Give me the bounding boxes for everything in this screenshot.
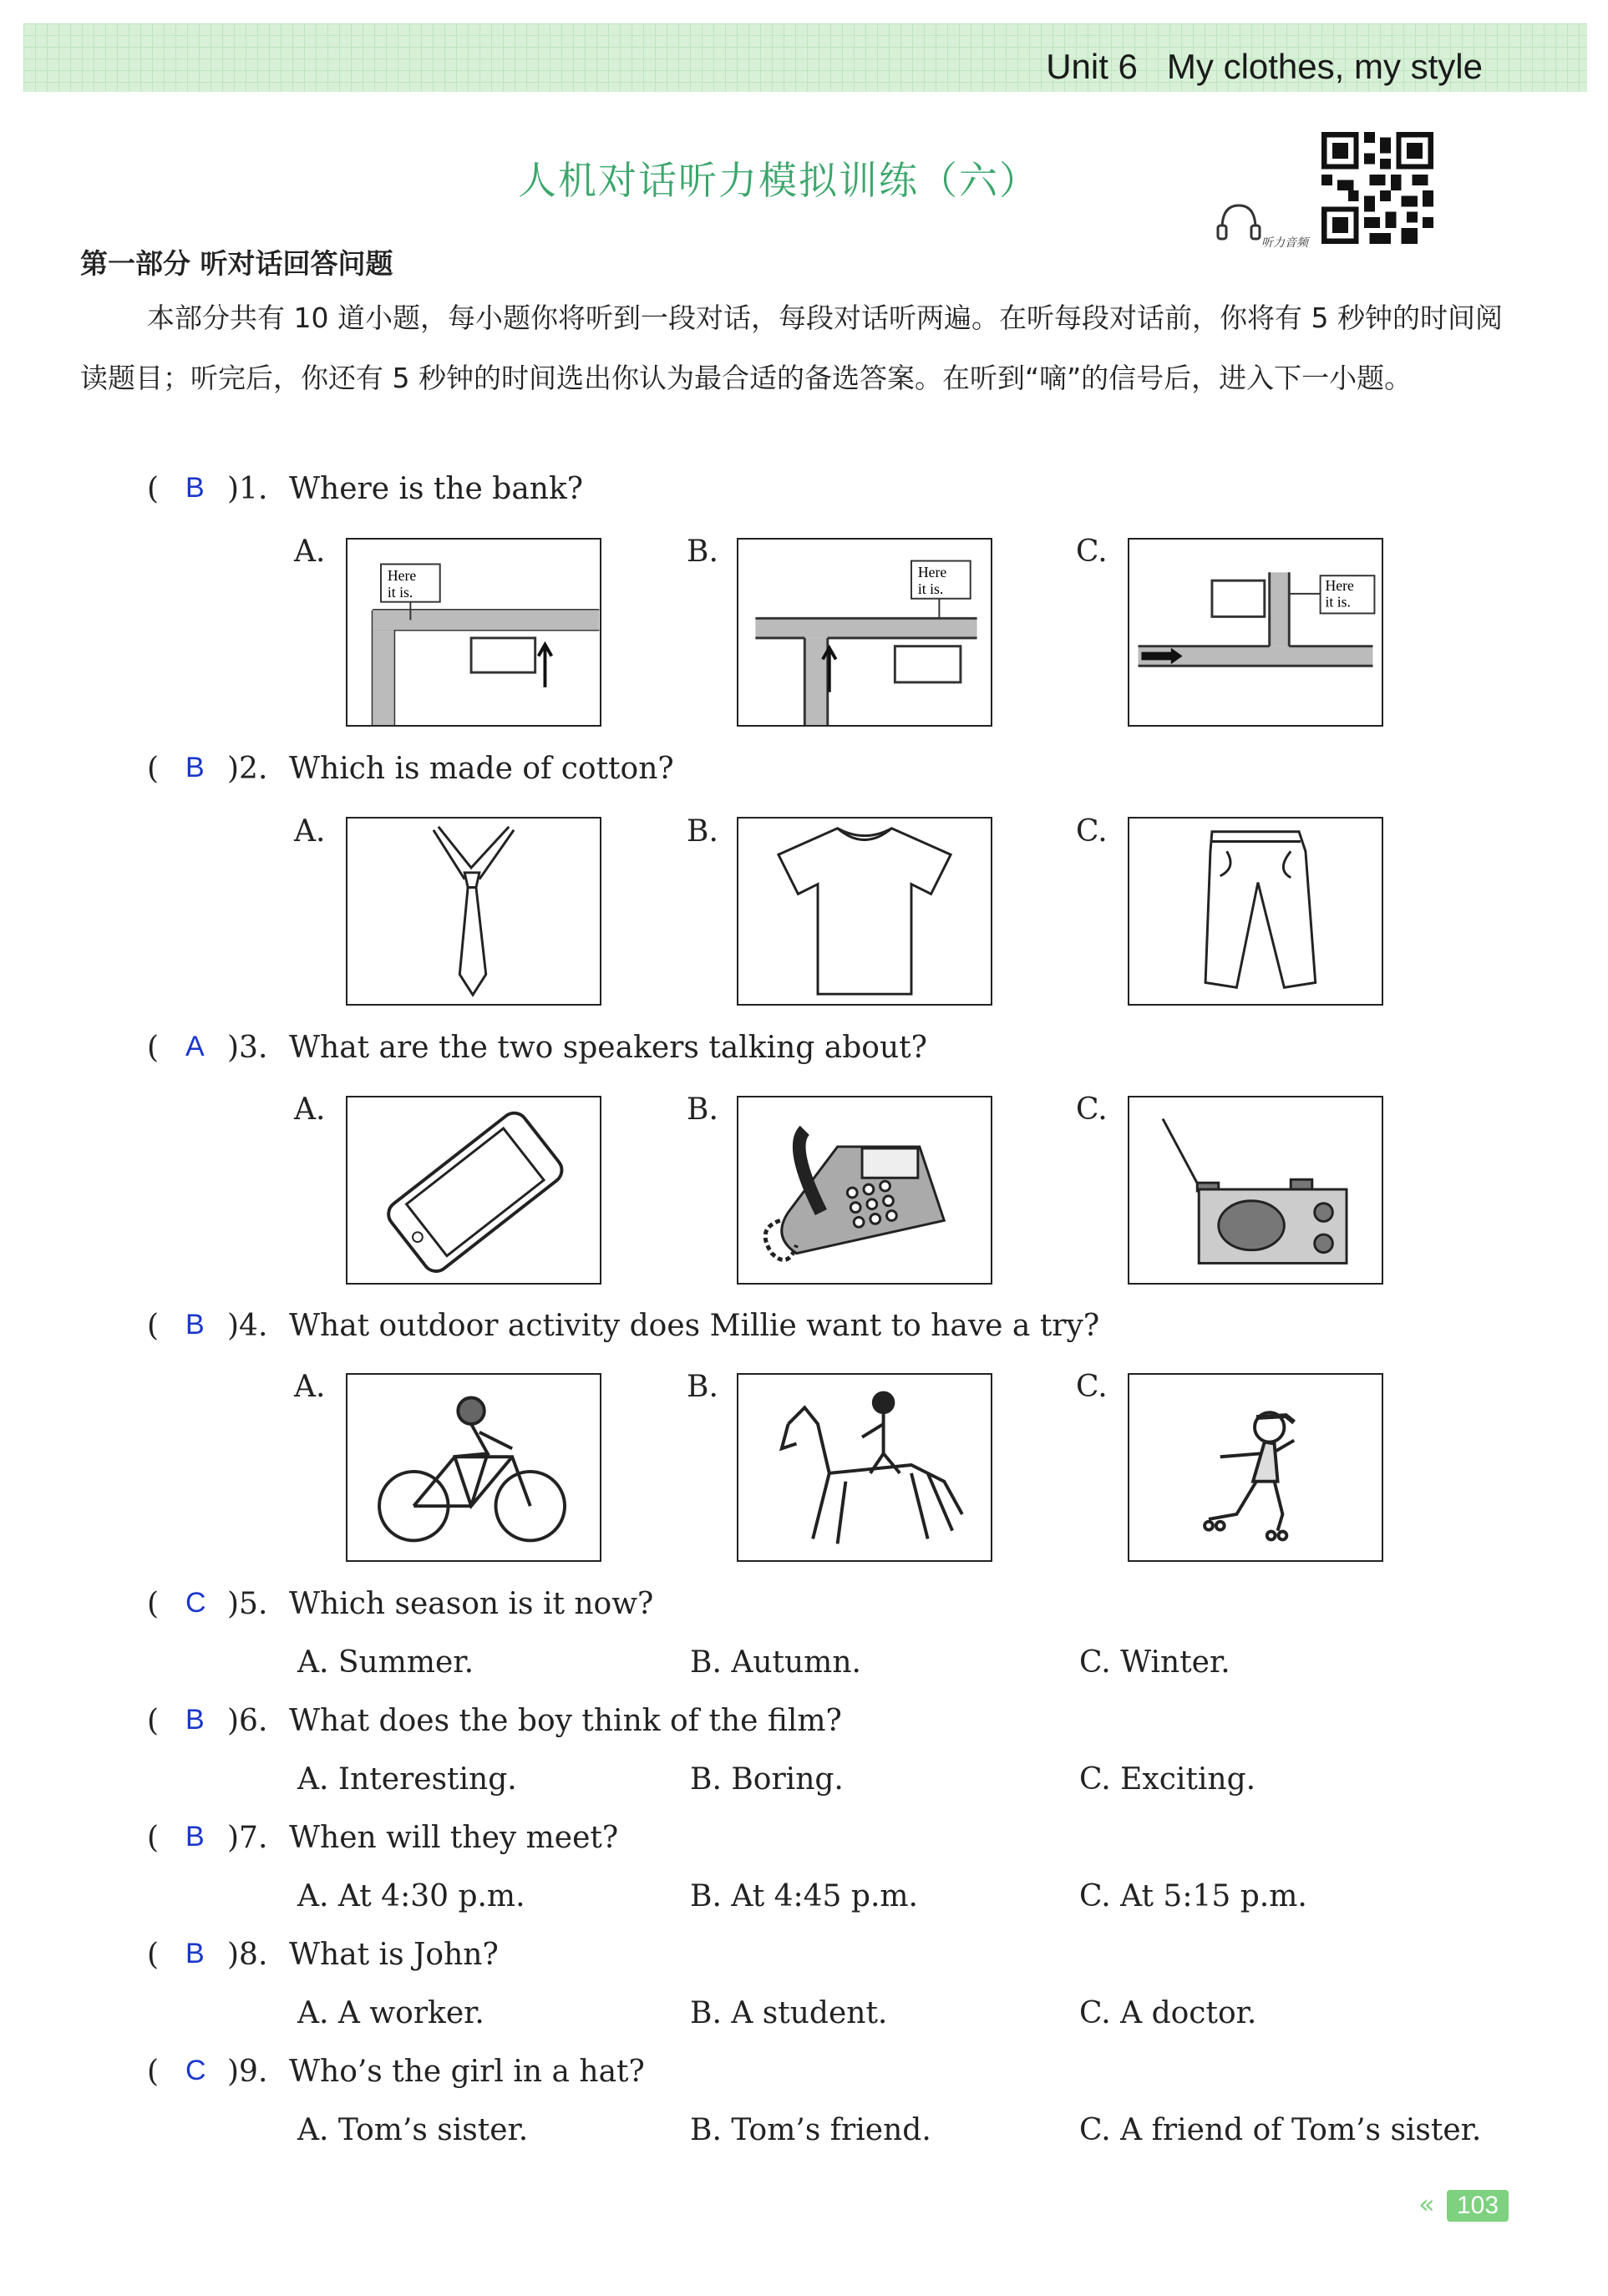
map-icon <box>738 540 991 725</box>
map-icon <box>347 540 600 725</box>
option-label-a: A. <box>294 1370 326 1404</box>
sign-line-2: it is. <box>1325 593 1351 611</box>
option-c[interactable]: C. At 5:15 p.m. <box>1079 1879 1307 1913</box>
answer: B <box>185 1821 205 1853</box>
unit-title: Unit 6 My clothes, my style <box>1046 47 1483 86</box>
answer: C <box>185 2055 206 2086</box>
option-b[interactable]: B. Boring. <box>690 1762 844 1797</box>
horse-riding-option-b[interactable] <box>737 1373 992 1562</box>
chevron-left-icon: « <box>1418 2188 1435 2220</box>
headphone-icon <box>1215 200 1262 244</box>
question-number: )1. <box>227 472 268 506</box>
option-c[interactable]: C. A friend of Tom’s sister. <box>1079 2113 1482 2147</box>
answer: B <box>185 1309 205 1341</box>
sign-line-1: Here <box>387 567 417 585</box>
question-number: )2. <box>227 752 268 786</box>
answer: C <box>185 1587 206 1619</box>
sign-line-1: Here <box>1325 576 1354 594</box>
option-label-c: C. <box>1076 1092 1108 1127</box>
answer: B <box>185 1938 205 1969</box>
question-1: ( B )1. Where is the bank? <box>147 472 584 506</box>
map-option-a[interactable] <box>346 538 601 727</box>
question-text: Who’s the girl in a hat? <box>289 2055 645 2089</box>
telephone-icon <box>738 1097 991 1283</box>
option-a[interactable]: A. At 4:30 p.m. <box>297 1879 525 1913</box>
question-text: What outdoor activity does Millie want to have a try? <box>289 1309 1100 1343</box>
option-label-a: A. <box>294 814 326 849</box>
option-b[interactable]: B. Tom’s friend. <box>690 2113 931 2147</box>
tie-option-a[interactable] <box>346 817 601 1006</box>
sign-line-2: it is. <box>387 583 413 601</box>
question-text: Where is the bank? <box>289 472 584 506</box>
horse-riding-icon <box>738 1375 991 1560</box>
option-c[interactable]: C. Exciting. <box>1079 1762 1256 1797</box>
question-2: ( B )2. Which is made of cotton? <box>147 752 674 786</box>
smartphone-option-a[interactable] <box>346 1096 601 1285</box>
option-label-b: B. <box>687 814 718 849</box>
question-7: ( B )7. When will they meet? <box>147 1821 619 1855</box>
option-b[interactable]: B. Autumn. <box>690 1645 861 1680</box>
question-9: ( C )9. Who’s the girl in a hat? <box>147 2055 645 2089</box>
option-a[interactable]: A. Tom’s sister. <box>297 2113 529 2147</box>
page-title: 人机对话听力模拟训练（六） <box>518 158 1039 203</box>
question-number: )7. <box>227 1821 268 1855</box>
tie-icon <box>347 819 600 1004</box>
option-a[interactable]: A. Summer. <box>297 1645 474 1680</box>
question-4: ( B )4. What outdoor activity does Millie want to have a try? <box>147 1309 1100 1343</box>
option-label-c: C. <box>1076 535 1108 569</box>
option-c[interactable]: C. A doctor. <box>1079 1996 1257 2030</box>
answer: B <box>185 752 205 783</box>
question-number: )4. <box>227 1309 268 1343</box>
section-heading: 第一部分 听对话回答问题 <box>80 247 393 280</box>
map-option-b[interactable] <box>737 538 992 727</box>
option-a[interactable]: A. Interesting. <box>297 1762 517 1797</box>
option-label-c: C. <box>1076 814 1108 849</box>
option-label-a: A. <box>294 535 326 569</box>
sign-line-1: Here <box>917 564 947 581</box>
option-label-b: B. <box>687 1370 718 1404</box>
option-label-b: B. <box>687 1092 718 1127</box>
jeans-option-c[interactable] <box>1128 817 1383 1006</box>
map-icon <box>1129 540 1382 725</box>
option-label-b: B. <box>687 535 718 569</box>
answer: B <box>185 1704 205 1736</box>
skating-option-c[interactable] <box>1128 1373 1383 1562</box>
question-number: )5. <box>227 1587 268 1621</box>
radio-icon <box>1129 1097 1382 1283</box>
answer: B <box>185 472 205 504</box>
question-text: What is John? <box>289 1938 499 1972</box>
question-number: )9. <box>227 2055 268 2089</box>
question-6: ( B )6. What does the boy think of the film? <box>147 1704 842 1738</box>
map-option-c[interactable] <box>1128 538 1383 727</box>
qr-code-icon[interactable] <box>1321 132 1433 244</box>
question-3: ( A )3. What are the two speakers talking about? <box>147 1031 927 1065</box>
option-b[interactable]: B. At 4:45 p.m. <box>690 1879 918 1913</box>
sign-line-2: it is. <box>917 580 944 597</box>
question-number: )6. <box>227 1704 268 1738</box>
telephone-option-b[interactable] <box>737 1096 992 1285</box>
question-text: Which season is it now? <box>289 1587 654 1621</box>
skating-icon <box>1129 1375 1382 1560</box>
option-a[interactable]: A. A worker. <box>297 1996 484 2030</box>
tshirt-option-b[interactable] <box>737 817 992 1006</box>
question-text: What does the boy think of the film? <box>289 1704 842 1738</box>
option-c[interactable]: C. Winter. <box>1079 1645 1230 1680</box>
option-label-a: A. <box>294 1092 326 1127</box>
option-label-c: C. <box>1076 1370 1108 1404</box>
smartphone-icon <box>347 1097 600 1283</box>
radio-option-c[interactable] <box>1128 1096 1383 1285</box>
question-5: ( C )5. Which season is it now? <box>147 1587 654 1621</box>
page-number: 103 <box>1447 2190 1509 2222</box>
cycling-option-a[interactable] <box>346 1373 601 1562</box>
answer: A <box>185 1031 205 1062</box>
jeans-icon <box>1129 819 1382 1004</box>
question-number: )3. <box>227 1031 268 1065</box>
cycling-icon <box>347 1375 600 1560</box>
question-text: Which is made of cotton? <box>289 752 674 786</box>
tshirt-icon <box>738 819 991 1004</box>
question-text: What are the two speakers talking about? <box>289 1031 927 1065</box>
question-text: When will they meet? <box>289 1821 619 1855</box>
instructions: 本部分共有 10 道小题，每小题你将听到一段对话，每段对话听两遍。在听每段对话前，你将有 5 秒钟的时间阅读题目；听完后，你还有 5 秒钟的时间选出你认为最合适的备选答案。在听到“嘀”的信号后，进入下一小题。 <box>80 302 1503 394</box>
option-b[interactable]: B. A student. <box>690 1996 888 2030</box>
question-8: ( B )8. What is John? <box>147 1938 499 1972</box>
audio-label: 听力音频 <box>1261 236 1308 250</box>
question-number: )8. <box>227 1938 268 1972</box>
